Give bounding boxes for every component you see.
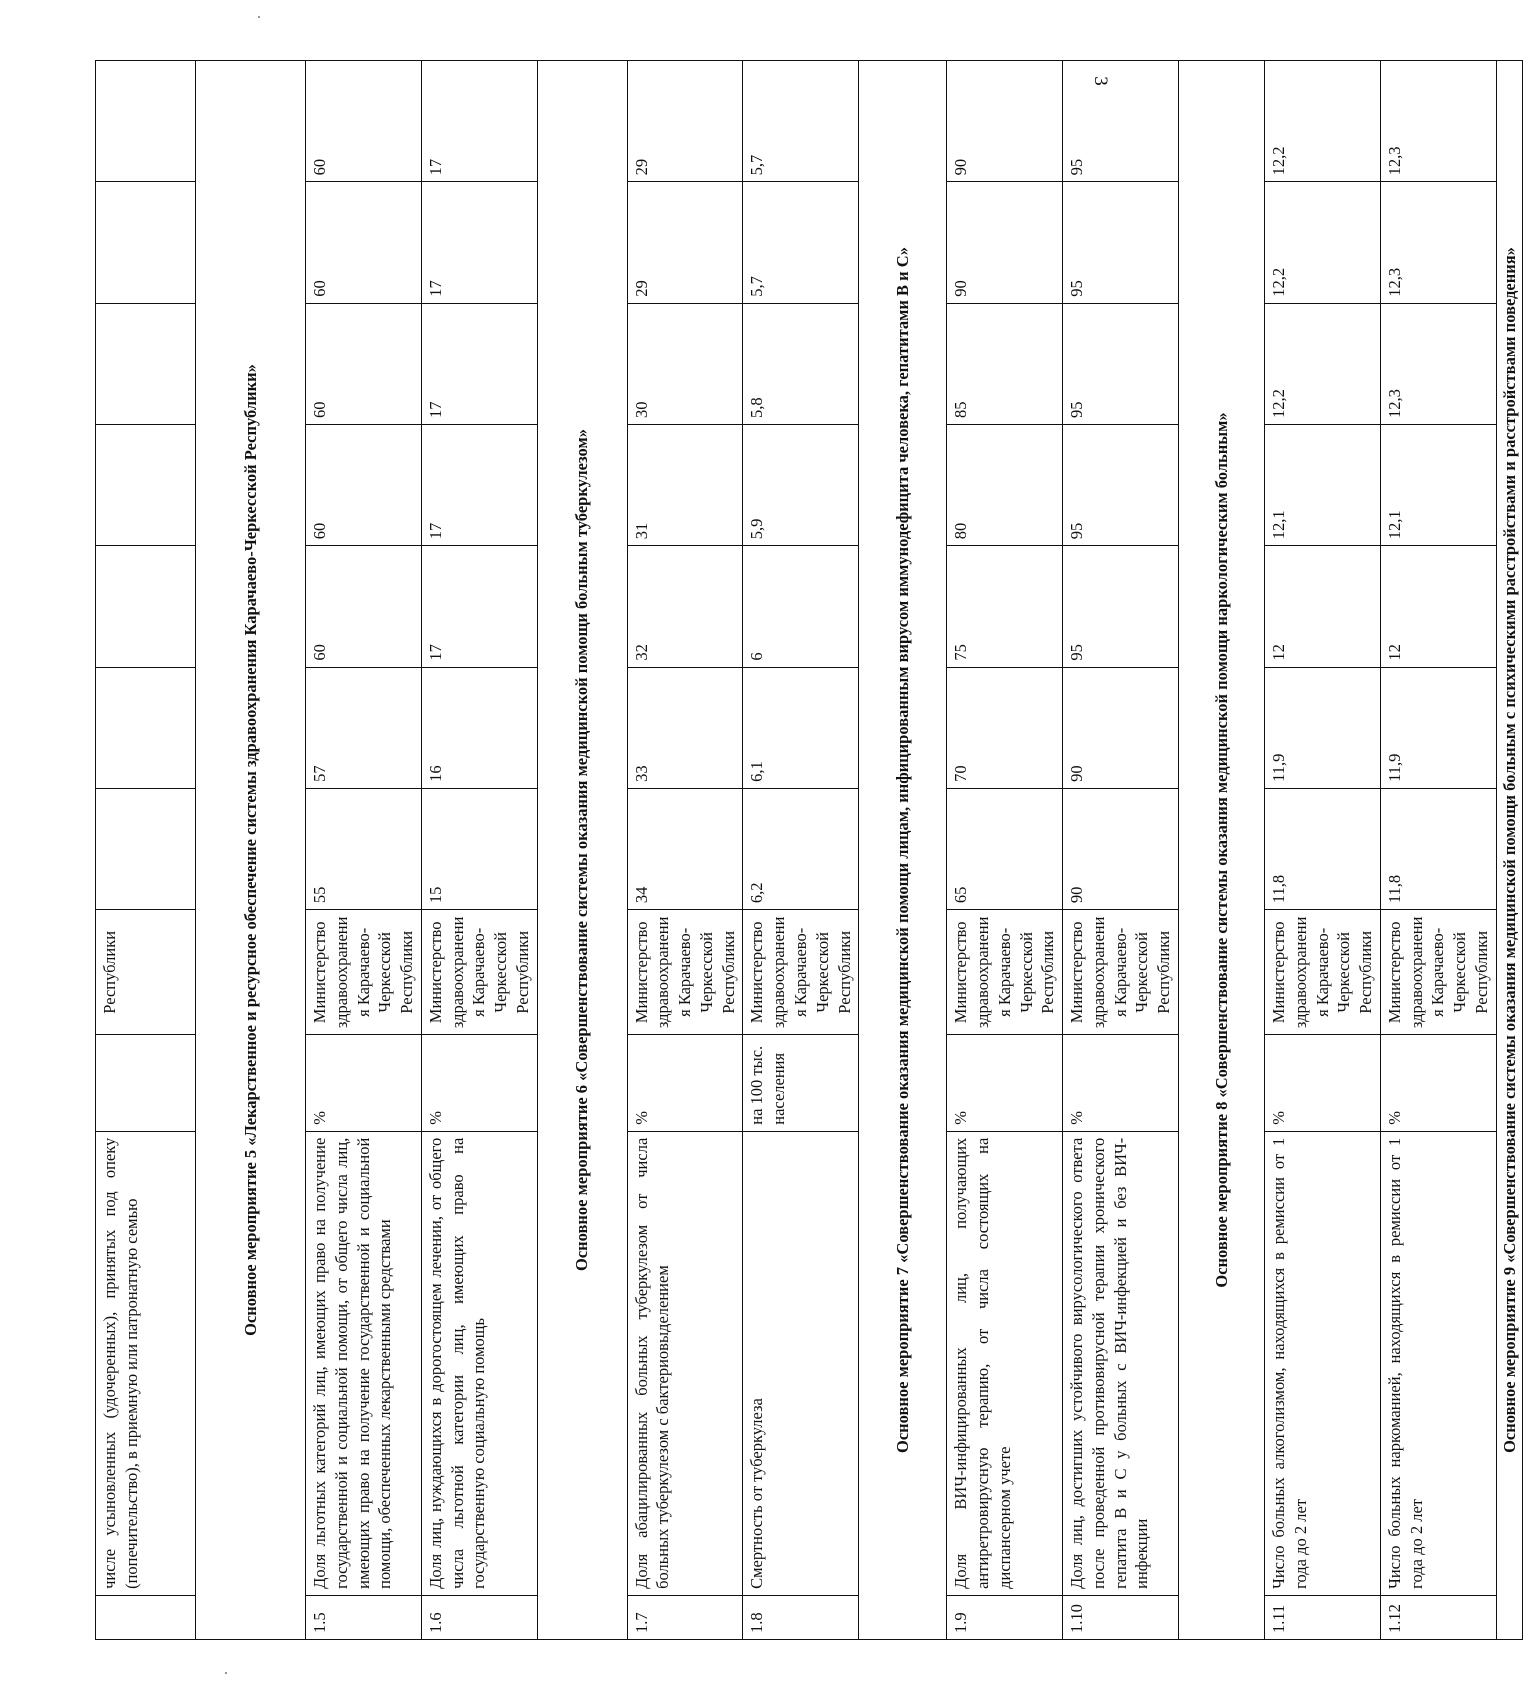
executor-cell: Министерство здравоохранения Карачаево-Черкесской Республики [743, 910, 859, 1035]
section-title: Основное мероприятие 6 «Совершенствование системы оказания медицинской помощи больным туберкулезом» [537, 61, 627, 1640]
section-header-row [859, 61, 947, 1640]
value-cell: 11,8 [1264, 788, 1380, 909]
executor-cell: Министерство здравоохранения Карачаево-Черкесской Республики [421, 910, 537, 1035]
indicator-cell: Смертность от туберкулеза [743, 1131, 859, 1595]
value-cell: 95 [1063, 61, 1179, 182]
executor-cell: Республики [96, 910, 196, 1035]
value-cell: 12,2 [1264, 303, 1380, 424]
continuation-row [96, 61, 196, 1640]
indicator-cell: Доля лиц, нуждающихся в дорогостоящем лечении, от общего числа льготной категории лиц, имеющих право на государственную социальную помощь [421, 1131, 537, 1595]
scan-dot [225, 1672, 227, 1674]
executor-cell: Министерство здравоохранения Карачаево-Черкесской Республики [947, 910, 1063, 1035]
indicator-cell: числе усыновленных (удочеренных), принятых под опеку (попечительство), в приемную или патронатную семью [96, 1131, 196, 1595]
value-cell: 6,1 [743, 667, 859, 788]
value-cell: 17 [421, 61, 537, 182]
value-cell: 12 [1380, 546, 1496, 667]
row-number: 1.6 [421, 1595, 537, 1639]
table-row [947, 61, 1063, 1640]
value-cell [96, 788, 196, 909]
row-number: 1.5 [306, 1595, 422, 1639]
value-cell: 17 [421, 424, 537, 545]
value-cell: 12,1 [1380, 424, 1496, 545]
unit-cell: % [1380, 1035, 1496, 1131]
row-number: 1.8 [743, 1595, 859, 1639]
value-cell: 31 [627, 424, 743, 545]
unit-cell: % [1264, 1035, 1380, 1131]
table-row [421, 61, 537, 1640]
executor-cell: Министерство здравоохранения Карачаево-Черкесской Республики [1264, 910, 1380, 1035]
table-row [627, 61, 743, 1640]
value-cell: 33 [627, 667, 743, 788]
value-cell: 70 [947, 667, 1063, 788]
row-number: 1.9 [947, 1595, 1063, 1639]
indicators-table [95, 60, 1523, 1640]
value-cell: 5,7 [743, 61, 859, 182]
unit-cell: % [1063, 1035, 1179, 1131]
section-title: Основное мероприятие 9 «Совершенствование системы оказания медицинской помощи больным с психическими расстройствами и расстройствами поведения» [1496, 61, 1523, 1640]
indicator-cell: Число больных алкоголизмом, находящихся в ремиссии от 1 года до 2 лет [1264, 1131, 1380, 1595]
value-cell: 11,9 [1380, 667, 1496, 788]
value-cell: 5,9 [743, 424, 859, 545]
rotated-table-container [95, 60, 1519, 1640]
value-cell: 12,3 [1380, 303, 1496, 424]
value-cell: 95 [1063, 546, 1179, 667]
section-header-row [196, 61, 306, 1640]
value-cell: 60 [306, 61, 422, 182]
value-cell: 11,8 [1380, 788, 1496, 909]
value-cell: 17 [421, 303, 537, 424]
value-cell [96, 303, 196, 424]
value-cell: 55 [306, 788, 422, 909]
executor-cell: Министерство здравоохранения Карачаево-Черкесской Республики [1063, 910, 1179, 1035]
value-cell: 60 [306, 182, 422, 303]
unit-cell: % [421, 1035, 537, 1131]
executor-cell: Министерство здравоохранения Карачаево-Черкесской Республики [627, 910, 743, 1035]
row-number: 1.10 [1063, 1595, 1179, 1639]
value-cell: 57 [306, 667, 422, 788]
section-title: Основное мероприятие 5 «Лекарственное и ресурсное обеспечение системы здравоохранения Карачаево-Черкесской Республики» [196, 61, 306, 1640]
value-cell: 90 [947, 182, 1063, 303]
unit-cell: % [306, 1035, 422, 1131]
scan-dot [258, 16, 260, 18]
section-title: Основное мероприятие 8 «Совершенствование системы оказания медицинской помощи наркологическим больным» [1178, 61, 1264, 1640]
value-cell: 17 [421, 546, 537, 667]
table-row [306, 61, 422, 1640]
section-title: Основное мероприятие 7 «Совершенствование оказания медицинской помощи лицам, инфицированным вирусом иммунодефицита человека, гепатитами В и С» [859, 61, 947, 1640]
unit-cell [96, 1035, 196, 1131]
indicator-cell: Доля абацилированных больных туберкулезом от числа больных туберкулезом с бактериовыделением [627, 1131, 743, 1595]
indicator-cell: Доля льготных категорий лиц, имеющих право на получение государственной и социальной помощи, от общего числа лиц, имеющих право на получение государственной и социальной помощи, обеспеченных лекарственными средствами [306, 1131, 422, 1595]
num-cell [96, 1595, 196, 1639]
value-cell: 5,7 [743, 182, 859, 303]
value-cell: 12,1 [1264, 424, 1380, 545]
value-cell [96, 424, 196, 545]
table-row [1380, 61, 1496, 1640]
value-cell: 95 [1063, 303, 1179, 424]
value-cell: 60 [306, 303, 422, 424]
table-row [743, 61, 859, 1640]
executor-cell: Министерство здравоохранения Карачаево-Черкесской Республики [306, 910, 422, 1035]
value-cell: 6 [743, 546, 859, 667]
value-cell: 75 [947, 546, 1063, 667]
value-cell: 80 [947, 424, 1063, 545]
table-row [1264, 61, 1380, 1640]
unit-cell: % [947, 1035, 1063, 1131]
value-cell: 16 [421, 667, 537, 788]
table-row [1063, 61, 1179, 1640]
value-cell [96, 546, 196, 667]
unit-cell: % [627, 1035, 743, 1131]
indicator-cell: Число больных наркоманией, находящихся в ремиссии от 1 года до 2 лет [1380, 1131, 1496, 1595]
section-header-row [537, 61, 627, 1640]
value-cell: 90 [1063, 667, 1179, 788]
value-cell: 5,8 [743, 303, 859, 424]
value-cell: 90 [947, 61, 1063, 182]
indicator-cell: Доля ВИЧ-инфицированных лиц, получающих антиретровирусную терапию, от числа состоящих на диспансерном учете [947, 1131, 1063, 1595]
value-cell: 60 [306, 424, 422, 545]
value-cell: 12,3 [1380, 182, 1496, 303]
value-cell [96, 667, 196, 788]
value-cell: 90 [1063, 788, 1179, 909]
row-number: 1.7 [627, 1595, 743, 1639]
value-cell [96, 61, 196, 182]
indicator-cell: Доля лиц, достигших устойчивого вирусологического ответа после проведенной противовирусной терапии хронического гепатита В и С у больных с ВИЧ-инфекцией и без ВИЧ-инфекции [1063, 1131, 1179, 1595]
value-cell: 29 [627, 61, 743, 182]
row-number: 1.11 [1264, 1595, 1380, 1639]
page-number: 3 [1090, 76, 1111, 86]
row-number: 1.12 [1380, 1595, 1496, 1639]
value-cell: 12,3 [1380, 61, 1496, 182]
value-cell: 95 [1063, 182, 1179, 303]
value-cell: 95 [1063, 424, 1179, 545]
value-cell: 32 [627, 546, 743, 667]
value-cell: 17 [421, 182, 537, 303]
value-cell: 60 [306, 546, 422, 667]
value-cell: 15 [421, 788, 537, 909]
value-cell: 12,2 [1264, 61, 1380, 182]
value-cell: 85 [947, 303, 1063, 424]
value-cell: 12 [1264, 546, 1380, 667]
value-cell: 65 [947, 788, 1063, 909]
value-cell: 29 [627, 182, 743, 303]
section-header-row [1178, 61, 1264, 1640]
executor-cell: Министерство здравоохранения Карачаево-Черкесской Республики [1380, 910, 1496, 1035]
value-cell: 34 [627, 788, 743, 909]
value-cell: 11,9 [1264, 667, 1380, 788]
value-cell [96, 182, 196, 303]
section-header-row [1496, 61, 1523, 1640]
value-cell: 12,2 [1264, 182, 1380, 303]
value-cell: 30 [627, 303, 743, 424]
unit-cell: на 100 тыс. населения [743, 1035, 859, 1131]
value-cell: 6,2 [743, 788, 859, 909]
